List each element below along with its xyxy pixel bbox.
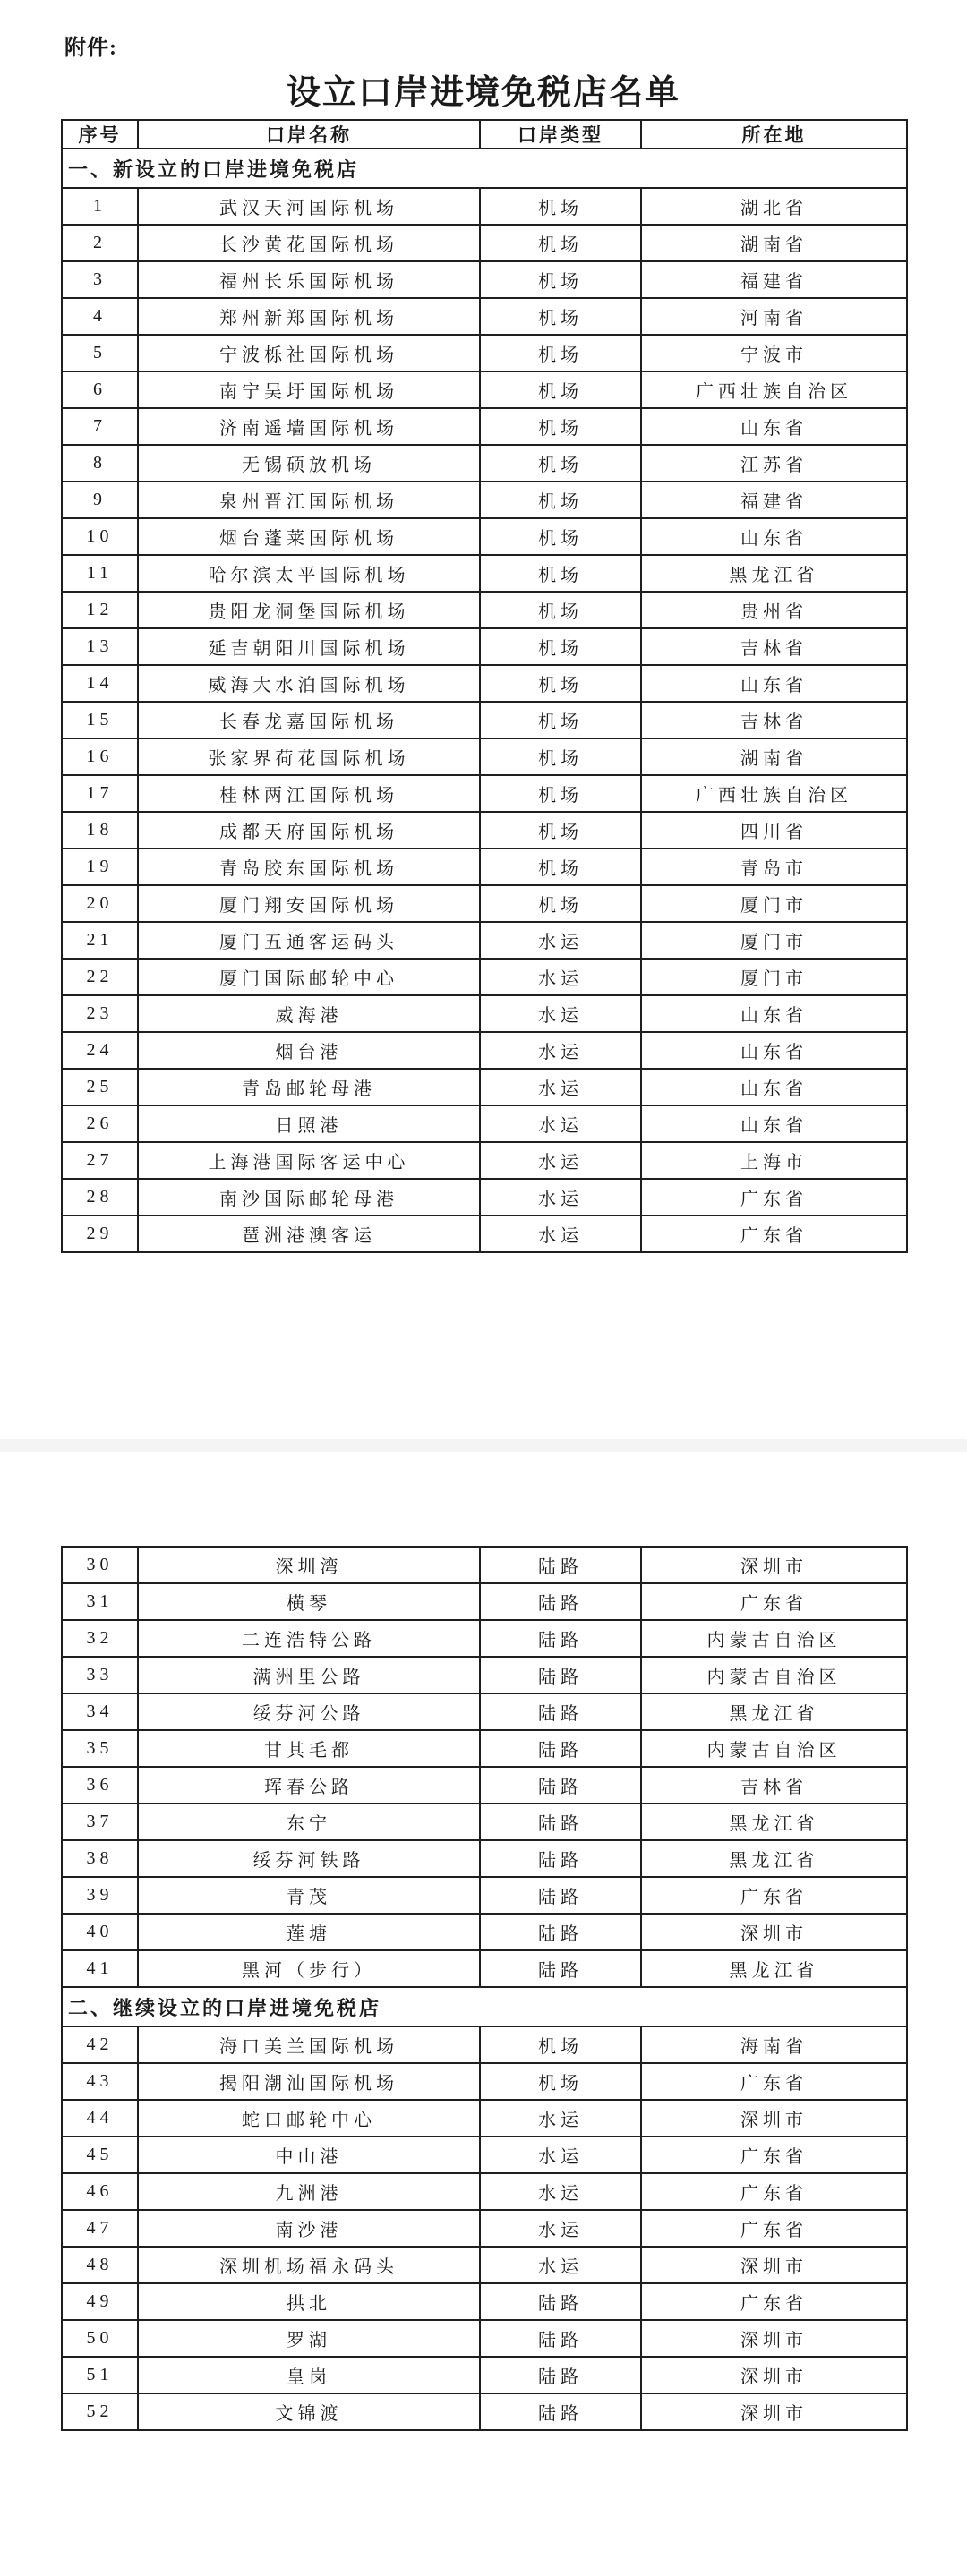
cell-port-type: 机场 <box>480 482 641 518</box>
column-header-port-name: 口岸名称 <box>138 120 480 149</box>
column-header-serial-number: 序号 <box>62 120 138 149</box>
table-row <box>62 665 907 702</box>
cell-serial-number: 21 <box>62 922 138 959</box>
cell-port-type: 陆路 <box>480 1950 641 1987</box>
cell-port-name: 东宁 <box>138 1804 480 1840</box>
cell-serial-number: 46 <box>62 2173 138 2210</box>
cell-port-type: 机场 <box>480 665 641 702</box>
table-row <box>62 1583 907 1620</box>
cell-port-name: 绥芬河公路 <box>138 1693 480 1730</box>
table-row <box>62 261 907 298</box>
cell-port-name: 威海港 <box>138 995 480 1032</box>
cell-port-name: 厦门翔安国际机场 <box>138 885 480 922</box>
cell-port-name: 深圳机场福永码头 <box>138 2247 480 2283</box>
cell-port-type: 机场 <box>480 738 641 775</box>
cell-location: 厦门市 <box>641 885 907 922</box>
cell-location: 山东省 <box>641 518 907 555</box>
cell-serial-number: 26 <box>62 1105 138 1142</box>
cell-port-type: 机场 <box>480 408 641 445</box>
cell-serial-number: 25 <box>62 1069 138 1105</box>
table-row <box>62 445 907 482</box>
cell-port-type: 陆路 <box>480 1730 641 1767</box>
cell-serial-number: 34 <box>62 1693 138 1730</box>
cell-location: 山东省 <box>641 1105 907 1142</box>
cell-port-type: 水运 <box>480 2137 641 2173</box>
cell-port-name: 罗湖 <box>138 2320 480 2357</box>
cell-serial-number: 40 <box>62 1914 138 1950</box>
table-row <box>62 1730 907 1767</box>
table-row <box>62 1914 907 1950</box>
table-row <box>62 1069 907 1105</box>
table-row <box>62 995 907 1032</box>
cell-location: 厦门市 <box>641 959 907 995</box>
cell-port-name: 威海大水泊国际机场 <box>138 665 480 702</box>
table-row <box>62 1657 907 1693</box>
table-row <box>62 2247 907 2283</box>
cell-port-type: 机场 <box>480 555 641 592</box>
cell-port-type: 机场 <box>480 775 641 812</box>
cell-port-type: 机场 <box>480 445 641 482</box>
cell-location: 福建省 <box>641 482 907 518</box>
section-header-label: 二、继续设立的口岸进境免税店 <box>62 1987 907 2026</box>
table-row <box>62 225 907 261</box>
cell-port-name: 文锦渡 <box>138 2393 480 2430</box>
cell-port-name: 延吉朝阳川国际机场 <box>138 628 480 665</box>
cell-port-name: 长沙黄花国际机场 <box>138 225 480 261</box>
table-header-row <box>62 120 907 149</box>
cell-port-type: 机场 <box>480 225 641 261</box>
cell-location: 广东省 <box>641 2063 907 2100</box>
cell-serial-number: 45 <box>62 2137 138 2173</box>
cell-serial-number: 43 <box>62 2063 138 2100</box>
cell-port-name: 南沙港 <box>138 2210 480 2247</box>
cell-port-name: 二连浩特公路 <box>138 1620 480 1657</box>
cell-location: 吉林省 <box>641 702 907 738</box>
cell-serial-number: 50 <box>62 2320 138 2357</box>
cell-location: 黑龙江省 <box>641 1693 907 1730</box>
cell-serial-number: 20 <box>62 885 138 922</box>
cell-serial-number: 39 <box>62 1877 138 1914</box>
cell-location: 山东省 <box>641 995 907 1032</box>
cell-location: 湖南省 <box>641 738 907 775</box>
cell-port-name: 烟台蓬莱国际机场 <box>138 518 480 555</box>
table-row <box>62 885 907 922</box>
cell-port-name: 满洲里公路 <box>138 1657 480 1693</box>
table-row <box>62 1620 907 1657</box>
cell-port-type: 水运 <box>480 1069 641 1105</box>
cell-location: 广东省 <box>641 2210 907 2247</box>
cell-serial-number: 29 <box>62 1215 138 1252</box>
table-row <box>62 2063 907 2100</box>
cell-serial-number: 41 <box>62 1950 138 1987</box>
cell-port-name: 长春龙嘉国际机场 <box>138 702 480 738</box>
table-row <box>62 1142 907 1179</box>
cell-location: 贵州省 <box>641 592 907 628</box>
cell-port-name: 哈尔滨太平国际机场 <box>138 555 480 592</box>
table-row <box>62 518 907 555</box>
cell-port-type: 机场 <box>480 628 641 665</box>
cell-serial-number: 17 <box>62 775 138 812</box>
table-row <box>62 482 907 518</box>
cell-serial-number: 30 <box>62 1547 138 1583</box>
cell-serial-number: 32 <box>62 1620 138 1657</box>
cell-serial-number: 51 <box>62 2357 138 2393</box>
cell-port-name: 揭阳潮汕国际机场 <box>138 2063 480 2100</box>
cell-location: 青岛市 <box>641 849 907 885</box>
cell-port-name: 甘其毛都 <box>138 1730 480 1767</box>
cell-port-name: 琶洲港澳客运 <box>138 1215 480 1252</box>
cell-location: 吉林省 <box>641 1767 907 1804</box>
cell-port-name: 海口美兰国际机场 <box>138 2026 480 2063</box>
table-row <box>62 2210 907 2247</box>
table-body-rows-30-41 <box>62 1547 907 1987</box>
cell-location: 黑龙江省 <box>641 1950 907 1987</box>
cell-serial-number: 8 <box>62 445 138 482</box>
table-row <box>62 2357 907 2393</box>
cell-location: 山东省 <box>641 665 907 702</box>
cell-location: 宁波市 <box>641 335 907 371</box>
table-row <box>62 335 907 371</box>
duty-free-port-table-page2 <box>61 1546 908 2431</box>
cell-location: 山东省 <box>641 408 907 445</box>
table-row <box>62 2026 907 2063</box>
table-row <box>62 188 907 225</box>
column-header-location: 所在地 <box>641 120 907 149</box>
cell-port-name: 皇岗 <box>138 2357 480 2393</box>
cell-location: 山东省 <box>641 1069 907 1105</box>
cell-location: 上海市 <box>641 1142 907 1179</box>
table-row <box>62 1950 907 1987</box>
cell-serial-number: 11 <box>62 555 138 592</box>
cell-serial-number: 13 <box>62 628 138 665</box>
cell-port-name: 张家界荷花国际机场 <box>138 738 480 775</box>
cell-location: 湖南省 <box>641 225 907 261</box>
cell-serial-number: 48 <box>62 2247 138 2283</box>
cell-port-name: 桂林两江国际机场 <box>138 775 480 812</box>
table-row <box>62 2137 907 2173</box>
cell-location: 广东省 <box>641 1583 907 1620</box>
cell-port-type: 水运 <box>480 959 641 995</box>
cell-location: 深圳市 <box>641 1547 907 1583</box>
cell-serial-number: 6 <box>62 371 138 408</box>
table-row <box>62 738 907 775</box>
table-row <box>62 1179 907 1215</box>
cell-serial-number: 36 <box>62 1767 138 1804</box>
table-row <box>62 1547 907 1583</box>
cell-serial-number: 44 <box>62 2100 138 2137</box>
cell-location: 吉林省 <box>641 628 907 665</box>
cell-serial-number: 2 <box>62 225 138 261</box>
cell-port-type: 水运 <box>480 2173 641 2210</box>
cell-port-name: 贵阳龙洞堡国际机场 <box>138 592 480 628</box>
page-title: 设立口岸进境免税店名单 <box>286 74 680 112</box>
table-row <box>62 2393 907 2430</box>
cell-location: 黑龙江省 <box>641 1804 907 1840</box>
cell-port-name: 郑州新郑国际机场 <box>138 298 480 335</box>
cell-serial-number: 4 <box>62 298 138 335</box>
cell-port-type: 机场 <box>480 518 641 555</box>
cell-serial-number: 52 <box>62 2393 138 2430</box>
cell-port-type: 陆路 <box>480 1620 641 1657</box>
cell-location: 广东省 <box>641 1215 907 1252</box>
section-header-new-ports <box>62 149 907 188</box>
cell-port-type: 水运 <box>480 922 641 959</box>
cell-port-type: 机场 <box>480 702 641 738</box>
cell-port-type: 陆路 <box>480 2320 641 2357</box>
cell-serial-number: 23 <box>62 995 138 1032</box>
table-row <box>62 1840 907 1877</box>
cell-port-name: 青茂 <box>138 1877 480 1914</box>
cell-serial-number: 27 <box>62 1142 138 1179</box>
cell-location: 深圳市 <box>641 2320 907 2357</box>
cell-port-type: 陆路 <box>480 1693 641 1730</box>
cell-location: 广西壮族自治区 <box>641 371 907 408</box>
cell-serial-number: 37 <box>62 1804 138 1840</box>
table-row <box>62 1804 907 1840</box>
cell-port-name: 南沙国际邮轮母港 <box>138 1179 480 1215</box>
table-row <box>62 2100 907 2137</box>
cell-location: 内蒙古自治区 <box>641 1620 907 1657</box>
cell-serial-number: 12 <box>62 592 138 628</box>
cell-location: 黑龙江省 <box>641 1840 907 1877</box>
table-body-rows-1-29 <box>62 188 907 1252</box>
cell-port-name: 蛇口邮轮中心 <box>138 2100 480 2137</box>
cell-port-type: 机场 <box>480 371 641 408</box>
cell-serial-number: 35 <box>62 1730 138 1767</box>
cell-serial-number: 5 <box>62 335 138 371</box>
table-row <box>62 849 907 885</box>
table-row <box>62 922 907 959</box>
cell-serial-number: 42 <box>62 2026 138 2063</box>
cell-location: 广东省 <box>641 2283 907 2320</box>
cell-port-type: 机场 <box>480 592 641 628</box>
cell-location: 内蒙古自治区 <box>641 1730 907 1767</box>
cell-port-name: 宁波栎社国际机场 <box>138 335 480 371</box>
cell-port-type: 水运 <box>480 2100 641 2137</box>
cell-location: 福建省 <box>641 261 907 298</box>
duty-free-port-table-page1 <box>61 119 908 1253</box>
cell-location: 四川省 <box>641 812 907 849</box>
cell-port-type: 陆路 <box>480 1804 641 1840</box>
table-row <box>62 628 907 665</box>
cell-port-name: 烟台港 <box>138 1032 480 1069</box>
cell-port-type: 水运 <box>480 1142 641 1179</box>
cell-port-name: 拱北 <box>138 2283 480 2320</box>
cell-location: 厦门市 <box>641 922 907 959</box>
cell-port-name: 厦门五通客运码头 <box>138 922 480 959</box>
cell-port-name: 成都天府国际机场 <box>138 812 480 849</box>
cell-serial-number: 33 <box>62 1657 138 1693</box>
cell-serial-number: 28 <box>62 1179 138 1215</box>
cell-location: 广西壮族自治区 <box>641 775 907 812</box>
cell-port-type: 陆路 <box>480 1583 641 1620</box>
cell-port-name: 无锡硕放机场 <box>138 445 480 482</box>
cell-serial-number: 16 <box>62 738 138 775</box>
table-row <box>62 298 907 335</box>
cell-location: 广东省 <box>641 1877 907 1914</box>
cell-port-type: 陆路 <box>480 2283 641 2320</box>
page-break-separator <box>0 1439 967 1452</box>
cell-port-name: 黑河（步行） <box>138 1950 480 1987</box>
cell-location: 江苏省 <box>641 445 907 482</box>
table-row <box>62 2320 907 2357</box>
cell-location: 广东省 <box>641 2173 907 2210</box>
cell-serial-number: 19 <box>62 849 138 885</box>
cell-port-type: 陆路 <box>480 1877 641 1914</box>
cell-serial-number: 10 <box>62 518 138 555</box>
cell-port-name: 上海港国际客运中心 <box>138 1142 480 1179</box>
cell-port-name: 济南遥墙国际机场 <box>138 408 480 445</box>
table-row <box>62 1693 907 1730</box>
cell-serial-number: 14 <box>62 665 138 702</box>
cell-port-type: 水运 <box>480 1105 641 1142</box>
cell-port-name: 厦门国际邮轮中心 <box>138 959 480 995</box>
cell-port-type: 机场 <box>480 849 641 885</box>
table-row <box>62 2283 907 2320</box>
cell-port-name: 莲塘 <box>138 1914 480 1950</box>
column-header-port-type: 口岸类型 <box>480 120 641 149</box>
cell-port-name: 福州长乐国际机场 <box>138 261 480 298</box>
cell-serial-number: 38 <box>62 1840 138 1877</box>
cell-location: 深圳市 <box>641 1914 907 1950</box>
table-header <box>62 120 907 149</box>
cell-port-name: 武汉天河国际机场 <box>138 188 480 225</box>
section-header-label: 一、新设立的口岸进境免税店 <box>62 149 907 188</box>
table-row <box>62 592 907 628</box>
cell-port-type: 机场 <box>480 2026 641 2063</box>
cell-port-type: 陆路 <box>480 1657 641 1693</box>
cell-serial-number: 47 <box>62 2210 138 2247</box>
table-row <box>62 555 907 592</box>
cell-serial-number: 49 <box>62 2283 138 2320</box>
table-row <box>62 959 907 995</box>
cell-port-type: 机场 <box>480 335 641 371</box>
cell-port-name: 绥芬河铁路 <box>138 1840 480 1877</box>
cell-location: 黑龙江省 <box>641 555 907 592</box>
table-row <box>62 2173 907 2210</box>
cell-port-type: 陆路 <box>480 1767 641 1804</box>
cell-port-name: 青岛胶东国际机场 <box>138 849 480 885</box>
cell-location: 深圳市 <box>641 2247 907 2283</box>
cell-port-name: 中山港 <box>138 2137 480 2173</box>
cell-port-type: 陆路 <box>480 2357 641 2393</box>
cell-location: 广东省 <box>641 2137 907 2173</box>
cell-port-type: 陆路 <box>480 1840 641 1877</box>
table-row <box>62 1215 907 1252</box>
cell-port-name: 深圳湾 <box>138 1547 480 1583</box>
cell-serial-number: 24 <box>62 1032 138 1069</box>
cell-serial-number: 9 <box>62 482 138 518</box>
cell-location: 深圳市 <box>641 2357 907 2393</box>
cell-location: 海南省 <box>641 2026 907 2063</box>
cell-port-name: 横琴 <box>138 1583 480 1620</box>
cell-serial-number: 3 <box>62 261 138 298</box>
cell-port-name: 南宁吴圩国际机场 <box>138 371 480 408</box>
table-row <box>62 371 907 408</box>
table-row <box>62 1877 907 1914</box>
table-row <box>62 1767 907 1804</box>
cell-port-type: 陆路 <box>480 1547 641 1583</box>
cell-port-type: 机场 <box>480 261 641 298</box>
cell-port-type: 水运 <box>480 1179 641 1215</box>
table-row <box>62 775 907 812</box>
table-row <box>62 1032 907 1069</box>
cell-port-name: 珲春公路 <box>138 1767 480 1804</box>
cell-port-type: 机场 <box>480 812 641 849</box>
cell-serial-number: 15 <box>62 702 138 738</box>
cell-port-name: 九洲港 <box>138 2173 480 2210</box>
cell-location: 深圳市 <box>641 2100 907 2137</box>
cell-location: 深圳市 <box>641 2393 907 2430</box>
cell-port-type: 机场 <box>480 188 641 225</box>
cell-port-type: 陆路 <box>480 1914 641 1950</box>
cell-port-type: 水运 <box>480 1215 641 1252</box>
attachment-label: 附件: <box>64 37 117 60</box>
cell-port-type: 机场 <box>480 2063 641 2100</box>
cell-port-name: 青岛邮轮母港 <box>138 1069 480 1105</box>
table-row <box>62 1105 907 1142</box>
cell-location: 广东省 <box>641 1179 907 1215</box>
cell-location: 山东省 <box>641 1032 907 1069</box>
cell-location: 河南省 <box>641 298 907 335</box>
cell-serial-number: 31 <box>62 1583 138 1620</box>
cell-port-name: 泉州晋江国际机场 <box>138 482 480 518</box>
cell-port-type: 机场 <box>480 885 641 922</box>
cell-location: 湖北省 <box>641 188 907 225</box>
table-row <box>62 702 907 738</box>
cell-port-type: 水运 <box>480 2210 641 2247</box>
cell-port-type: 机场 <box>480 298 641 335</box>
cell-port-type: 水运 <box>480 995 641 1032</box>
table-row <box>62 408 907 445</box>
cell-serial-number: 1 <box>62 188 138 225</box>
cell-serial-number: 7 <box>62 408 138 445</box>
table-body-rows-42-52 <box>62 2026 907 2430</box>
cell-port-type: 水运 <box>480 2247 641 2283</box>
cell-location: 内蒙古自治区 <box>641 1657 907 1693</box>
cell-port-name: 日照港 <box>138 1105 480 1142</box>
cell-serial-number: 22 <box>62 959 138 995</box>
cell-serial-number: 18 <box>62 812 138 849</box>
cell-port-type: 陆路 <box>480 2393 641 2430</box>
table-row <box>62 812 907 849</box>
section-header-continued-ports <box>62 1987 907 2026</box>
cell-port-type: 水运 <box>480 1032 641 1069</box>
